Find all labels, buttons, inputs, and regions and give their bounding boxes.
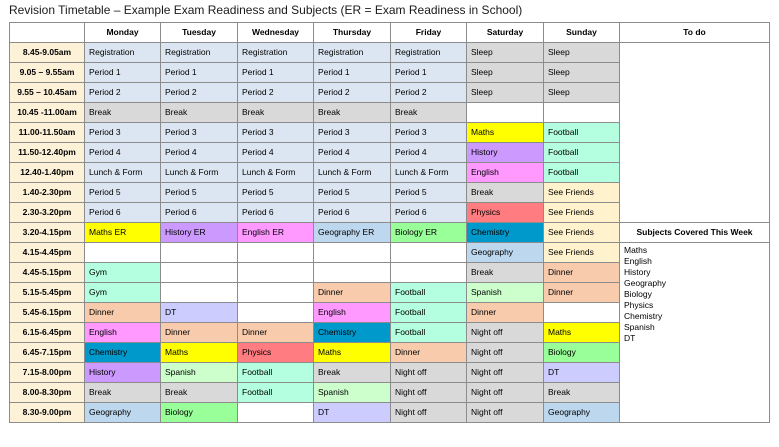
cell-tuesday: Maths: [161, 343, 238, 363]
cell-saturday: Night off: [467, 363, 544, 383]
cell-thursday: Break: [314, 103, 391, 123]
cell-friday: Period 3: [391, 123, 467, 143]
cell-sunday: [544, 303, 620, 323]
cell-monday: Period 6: [85, 203, 161, 223]
cell-wednesday: Period 2: [238, 83, 314, 103]
cell-wednesday: Football: [238, 383, 314, 403]
cell-friday: Lunch & Form: [391, 163, 467, 183]
cell-friday: Registration: [391, 43, 467, 63]
todo-item: Biology: [624, 289, 652, 299]
cell-sunday: Break: [544, 383, 620, 403]
header-time: [10, 23, 85, 43]
cell-tuesday: Period 1: [161, 63, 238, 83]
time-slot: 8.45-9.05am: [10, 43, 85, 63]
cell-saturday: Night off: [467, 403, 544, 423]
cell-thursday: DT: [314, 403, 391, 423]
cell-saturday: History: [467, 143, 544, 163]
todo-heading: Subjects Covered This Week: [620, 223, 770, 243]
cell-saturday: Dinner: [467, 303, 544, 323]
cell-tuesday: Break: [161, 383, 238, 403]
cell-thursday: Period 4: [314, 143, 391, 163]
cell-thursday: Period 5: [314, 183, 391, 203]
cell-wednesday: Dinner: [238, 323, 314, 343]
cell-monday: Period 2: [85, 83, 161, 103]
cell-monday: Chemistry: [85, 343, 161, 363]
time-slot: 9.55 – 10.45am: [10, 83, 85, 103]
cell-tuesday: Period 5: [161, 183, 238, 203]
cell-sunday: Dinner: [544, 263, 620, 283]
cell-tuesday: Dinner: [161, 323, 238, 343]
todo-blank: [620, 43, 770, 223]
cell-wednesday: Period 5: [238, 183, 314, 203]
cell-thursday: Chemistry: [314, 323, 391, 343]
todo-list: [620, 243, 770, 423]
cell-friday: Period 5: [391, 183, 467, 203]
cell-thursday: English: [314, 303, 391, 323]
cell-friday: Break: [391, 103, 467, 123]
todo-item: Maths: [624, 245, 648, 255]
header-saturday: Saturday: [467, 23, 544, 43]
cell-friday: Football: [391, 323, 467, 343]
table-row: [10, 243, 770, 263]
cell-monday: Maths ER: [85, 223, 161, 243]
cell-saturday: Sleep: [467, 43, 544, 63]
cell-tuesday: Period 3: [161, 123, 238, 143]
cell-tuesday: [161, 243, 238, 263]
table-row: [10, 223, 770, 243]
cell-thursday: Break: [314, 363, 391, 383]
cell-monday: Period 4: [85, 143, 161, 163]
cell-monday: Lunch & Form: [85, 163, 161, 183]
cell-tuesday: Biology: [161, 403, 238, 423]
time-slot: 5.15-5.45pm: [10, 283, 85, 303]
cell-thursday: Period 1: [314, 63, 391, 83]
cell-saturday: Physics: [467, 203, 544, 223]
cell-friday: Biology ER: [391, 223, 467, 243]
time-slot: 5.45-6.15pm: [10, 303, 85, 323]
cell-saturday: Night off: [467, 343, 544, 363]
cell-tuesday: [161, 283, 238, 303]
time-slot: 7.15-8.00pm: [10, 363, 85, 383]
cell-tuesday: Period 2: [161, 83, 238, 103]
cell-sunday: See Friends: [544, 223, 620, 243]
cell-friday: Night off: [391, 383, 467, 403]
cell-sunday: Sleep: [544, 43, 620, 63]
cell-wednesday: Period 1: [238, 63, 314, 83]
cell-friday: Dinner: [391, 343, 467, 363]
cell-monday: [85, 243, 161, 263]
cell-friday: Period 4: [391, 143, 467, 163]
cell-sunday: Sleep: [544, 83, 620, 103]
cell-tuesday: Lunch & Form: [161, 163, 238, 183]
cell-saturday: Maths: [467, 123, 544, 143]
cell-friday: Night off: [391, 403, 467, 423]
cell-saturday: Night off: [467, 383, 544, 403]
cell-monday: Registration: [85, 43, 161, 63]
cell-saturday: Sleep: [467, 83, 544, 103]
cell-tuesday: Period 6: [161, 203, 238, 223]
cell-thursday: Maths: [314, 343, 391, 363]
cell-thursday: Period 2: [314, 83, 391, 103]
todo-item: Physics: [624, 300, 654, 310]
time-slot: 9.05 – 9.55am: [10, 63, 85, 83]
time-slot: 11.50-12.40pm: [10, 143, 85, 163]
cell-monday: Period 1: [85, 63, 161, 83]
cell-thursday: Lunch & Form: [314, 163, 391, 183]
cell-wednesday: Period 3: [238, 123, 314, 143]
cell-friday: Period 6: [391, 203, 467, 223]
cell-wednesday: Period 4: [238, 143, 314, 163]
time-slot: 2.30-3.20pm: [10, 203, 85, 223]
cell-tuesday: Registration: [161, 43, 238, 63]
cell-monday: Break: [85, 383, 161, 403]
time-slot: 4.15-4.45pm: [10, 243, 85, 263]
time-slot: 8.30-9.00pm: [10, 403, 85, 423]
cell-tuesday: Period 4: [161, 143, 238, 163]
cell-thursday: Period 3: [314, 123, 391, 143]
cell-monday: Dinner: [85, 303, 161, 323]
cell-monday: Break: [85, 103, 161, 123]
cell-saturday: Break: [467, 263, 544, 283]
cell-saturday: English: [467, 163, 544, 183]
table-row: [10, 43, 770, 63]
cell-sunday: Football: [544, 123, 620, 143]
cell-sunday: Football: [544, 163, 620, 183]
time-slot: 12.40-1.40pm: [10, 163, 85, 183]
todo-item: History: [624, 267, 651, 277]
cell-monday: Gym: [85, 263, 161, 283]
cell-friday: [391, 263, 467, 283]
cell-sunday: [544, 103, 620, 123]
cell-tuesday: Spanish: [161, 363, 238, 383]
cell-wednesday: Registration: [238, 43, 314, 63]
header-tuesday: Tuesday: [161, 23, 238, 43]
cell-thursday: [314, 243, 391, 263]
todo-item: Chemistry: [624, 311, 663, 321]
timetable: [9, 22, 770, 423]
cell-wednesday: Football: [238, 363, 314, 383]
time-slot: 1.40-2.30pm: [10, 183, 85, 203]
header-row: [10, 23, 770, 43]
cell-monday: Geography: [85, 403, 161, 423]
cell-sunday: DT: [544, 363, 620, 383]
cell-saturday: Chemistry: [467, 223, 544, 243]
todo-item: Geography: [624, 278, 667, 288]
cell-monday: English: [85, 323, 161, 343]
cell-wednesday: [238, 243, 314, 263]
page-title: Revision Timetable – Example Exam Readiness and Subjects (ER = Exam Readiness in School): [9, 3, 523, 17]
cell-sunday: Biology: [544, 343, 620, 363]
header-wednesday: Wednesday: [238, 23, 314, 43]
cell-friday: [391, 243, 467, 263]
cell-wednesday: [238, 283, 314, 303]
cell-monday: Period 5: [85, 183, 161, 203]
cell-wednesday: [238, 403, 314, 423]
todo-item: Spanish: [624, 322, 655, 332]
time-slot: 6.15-6.45pm: [10, 323, 85, 343]
cell-friday: Night off: [391, 363, 467, 383]
cell-monday: Gym: [85, 283, 161, 303]
cell-sunday: See Friends: [544, 203, 620, 223]
header-todo: To do: [620, 23, 770, 43]
cell-sunday: Maths: [544, 323, 620, 343]
cell-friday: Football: [391, 283, 467, 303]
cell-wednesday: [238, 303, 314, 323]
cell-sunday: Football: [544, 143, 620, 163]
cell-saturday: Spanish: [467, 283, 544, 303]
cell-monday: Period 3: [85, 123, 161, 143]
cell-wednesday: Physics: [238, 343, 314, 363]
cell-saturday: Break: [467, 183, 544, 203]
cell-saturday: Geography: [467, 243, 544, 263]
time-slot: 10.45 -11.00am: [10, 103, 85, 123]
cell-wednesday: Period 6: [238, 203, 314, 223]
cell-tuesday: [161, 263, 238, 283]
cell-thursday: Period 6: [314, 203, 391, 223]
cell-sunday: See Friends: [544, 183, 620, 203]
time-slot: 8.00-8.30pm: [10, 383, 85, 403]
cell-wednesday: [238, 263, 314, 283]
cell-sunday: Geography: [544, 403, 620, 423]
cell-saturday: Night off: [467, 323, 544, 343]
cell-sunday: Dinner: [544, 283, 620, 303]
cell-wednesday: Lunch & Form: [238, 163, 314, 183]
time-slot: 11.00-11.50am: [10, 123, 85, 143]
cell-sunday: See Friends: [544, 243, 620, 263]
header-monday: Monday: [85, 23, 161, 43]
todo-item: English: [624, 256, 652, 266]
time-slot: 6.45-7.15pm: [10, 343, 85, 363]
cell-tuesday: History ER: [161, 223, 238, 243]
cell-wednesday: English ER: [238, 223, 314, 243]
cell-tuesday: DT: [161, 303, 238, 323]
time-slot: 3.20-4.15pm: [10, 223, 85, 243]
cell-saturday: Sleep: [467, 63, 544, 83]
todo-item: DT: [624, 333, 636, 343]
time-slot: 4.45-5.15pm: [10, 263, 85, 283]
cell-monday: History: [85, 363, 161, 383]
cell-wednesday: Break: [238, 103, 314, 123]
cell-saturday: [467, 103, 544, 123]
header-sunday: Sunday: [544, 23, 620, 43]
cell-thursday: Spanish: [314, 383, 391, 403]
cell-friday: Period 2: [391, 83, 467, 103]
cell-thursday: Geography ER: [314, 223, 391, 243]
cell-friday: Period 1: [391, 63, 467, 83]
header-thursday: Thursday: [314, 23, 391, 43]
header-friday: Friday: [391, 23, 467, 43]
cell-tuesday: Break: [161, 103, 238, 123]
cell-thursday: [314, 263, 391, 283]
cell-thursday: Registration: [314, 43, 391, 63]
cell-thursday: Dinner: [314, 283, 391, 303]
cell-friday: Football: [391, 303, 467, 323]
cell-sunday: Sleep: [544, 63, 620, 83]
